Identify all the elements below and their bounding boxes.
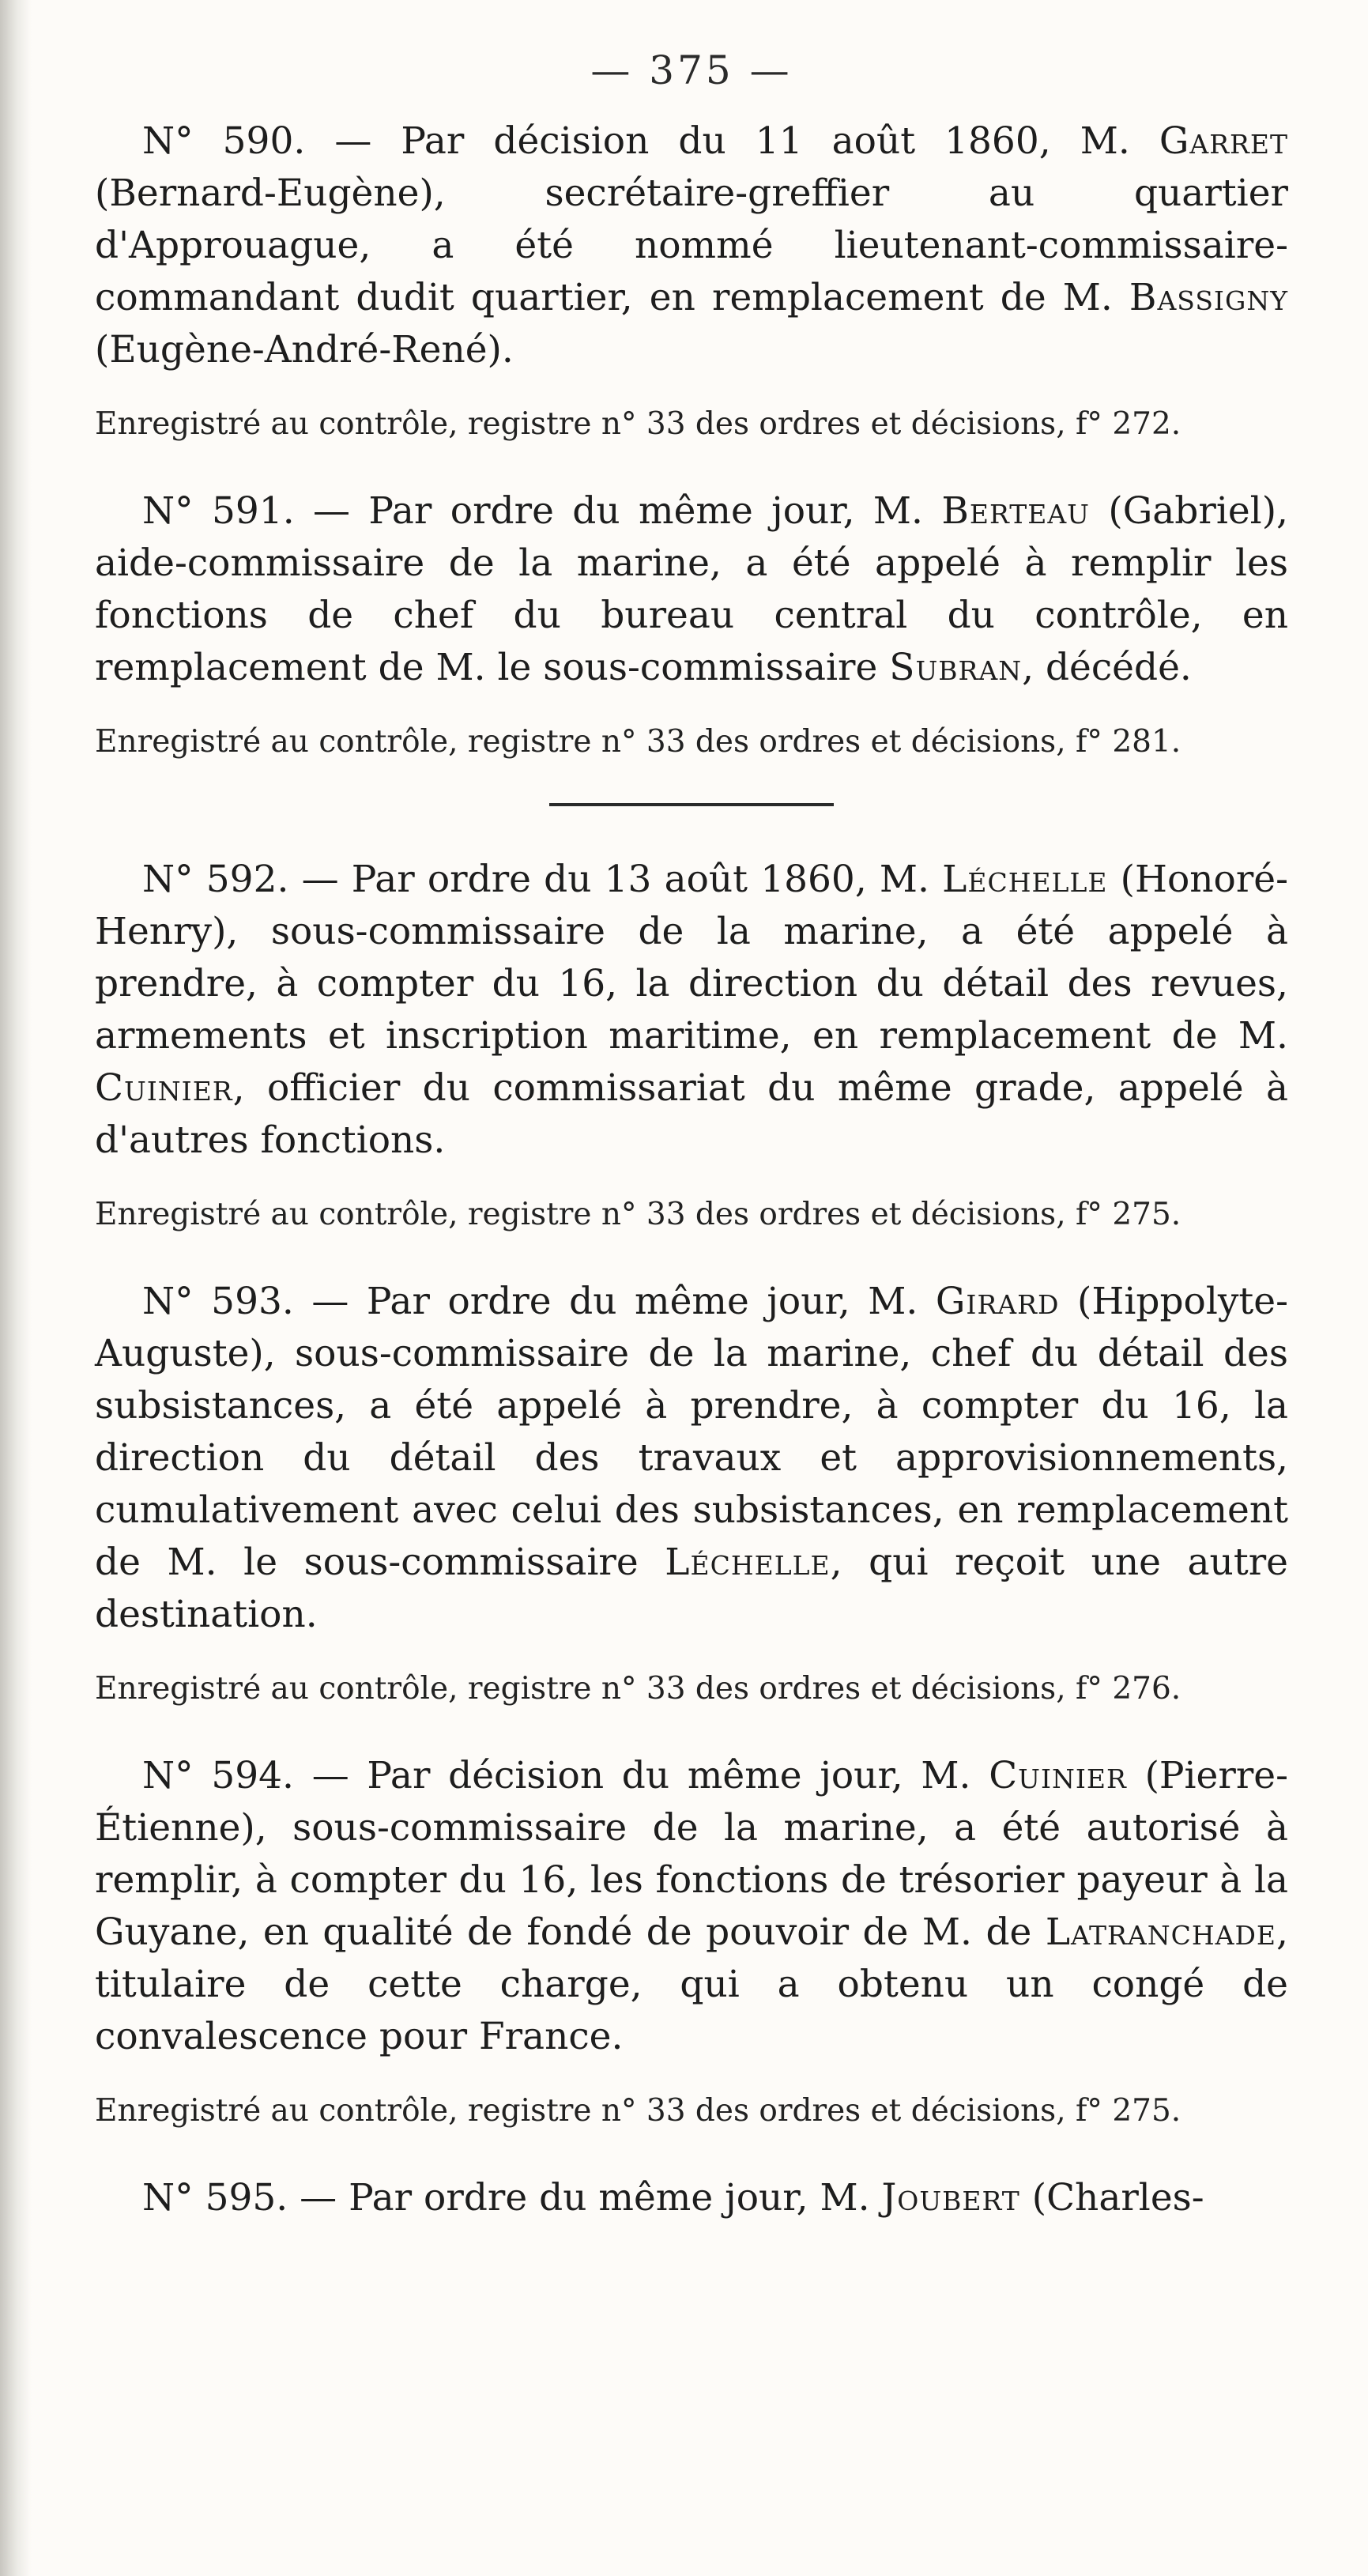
entry-number: N° 593.: [142, 1280, 294, 1323]
person-name: Berteau: [941, 489, 1090, 533]
entry-text-end: , qui reçoit une autre destination.: [95, 1541, 1288, 1636]
person-name: Cuinier: [989, 1754, 1127, 1797]
entry-number: N° 591.: [142, 489, 295, 533]
entry-body: [95, 1276, 1288, 1641]
entry-text-end: , titulaire de cette charge, qui a obtenu un congé de convalescence pour France.: [95, 1910, 1288, 2058]
person-name-secondary: Subran: [889, 646, 1023, 689]
entry-text-end: (Eugène-André-René).: [95, 328, 514, 372]
person-name-secondary: Latranchade: [1045, 1910, 1277, 1954]
entry-body: [95, 485, 1288, 694]
entry-number: N° 592.: [142, 858, 289, 901]
entry-text: (Hippolyte-Auguste), sous-commissaire de la marine, chef du détail des subsistances, a été appelé à prendre, à compter du 16, la direction du détail des travaux et approvisionnements, cumulativement avec celui des subsistances, en remplacement de M. le sous-commissaire: [95, 1280, 1288, 1584]
entry-body: [95, 115, 1288, 376]
entry-number: N° 595.: [142, 2176, 288, 2220]
person-name: Léchelle: [942, 858, 1108, 901]
decision-entry-591: [95, 485, 1288, 764]
document-page: [95, 47, 1288, 2224]
entry-intro: — Par ordre du même jour, M.: [300, 2176, 870, 2220]
register-note: Enregistré au contrôle, registre n° 33 des ordres et décisions, f° 272.: [95, 406, 1181, 442]
entry-text: (Bernard-Eugène), secrétaire-greffier au quartier d'Approuague, a été nommé lieutenant-commissaire-commandant dudit quartier, en remplacement de M.: [95, 172, 1288, 319]
entry-text-end: , officier du commissariat du même grade, appelé à d'autres fonctions.: [95, 1066, 1288, 1162]
entry-intro: — Par décision du même jour, M.: [311, 1754, 971, 1797]
entry-intro: — Par ordre du même jour, M.: [313, 489, 923, 533]
decision-entry-590: [95, 115, 1288, 446]
person-name-secondary: Bassigny: [1129, 276, 1288, 319]
page-number: — 375 —: [590, 47, 793, 93]
entry-body: [95, 854, 1288, 1167]
decision-entry-593: [95, 1276, 1288, 1710]
register-note: Enregistré au contrôle, registre n° 33 des ordres et décisions, f° 276.: [95, 1671, 1181, 1707]
register-note: Enregistré au contrôle, registre n° 33 des ordres et décisions, f° 275.: [95, 1197, 1181, 1232]
entry-text: (Gabriel), aide-commissaire de la marine, a été appelé à remplir les fonctions de chef du bureau central du contrôle, en remplacement de M. le sous-commissaire: [95, 489, 1288, 689]
entry-text: (Pierre-Étienne), sous-commissaire de la marine, a été autorisé à remplir, à compter du 16, les fonctions de trésorier payeur à la Guyane, en qualité de fondé de pouvoir de M. de: [95, 1754, 1288, 1954]
section-separator: [549, 803, 834, 806]
entry-intro: — Par ordre du 13 août 1860, M.: [301, 858, 929, 901]
decision-entry-592: [95, 854, 1288, 1236]
entry-body: [95, 2172, 1288, 2224]
entry-number: N° 594.: [142, 1754, 294, 1797]
person-name: Girard: [935, 1280, 1060, 1323]
entry-number: N° 590.: [142, 119, 306, 163]
entry-text-end: , décédé.: [1022, 646, 1192, 689]
entry-text: (Charles-: [1031, 2176, 1204, 2220]
entry-body: [95, 1750, 1288, 2063]
entry-text: (Honoré-Henry), sous-commissaire de la marine, a été appelé à prendre, à compter du 16, la direction du détail des revues, armements et inscription maritime, en remplacement de M.: [95, 858, 1288, 1058]
page-edge-shadow: [0, 0, 32, 2576]
person-name-secondary: Léchelle: [665, 1541, 831, 1584]
decision-entry-594: [95, 1750, 1288, 2133]
person-name: Joubert: [881, 2176, 1020, 2220]
person-name: Garret: [1159, 119, 1288, 163]
register-note: Enregistré au contrôle, registre n° 33 des ordres et décisions, f° 281.: [95, 724, 1181, 760]
entry-intro: — Par décision du 11 août 1860, M.: [334, 119, 1130, 163]
decision-entry-595: [95, 2172, 1288, 2224]
entry-intro: — Par ordre du même jour, M.: [311, 1280, 918, 1323]
person-name-secondary: Cuinier: [95, 1066, 233, 1110]
register-note: Enregistré au contrôle, registre n° 33 des ordres et décisions, f° 275.: [95, 2093, 1181, 2129]
